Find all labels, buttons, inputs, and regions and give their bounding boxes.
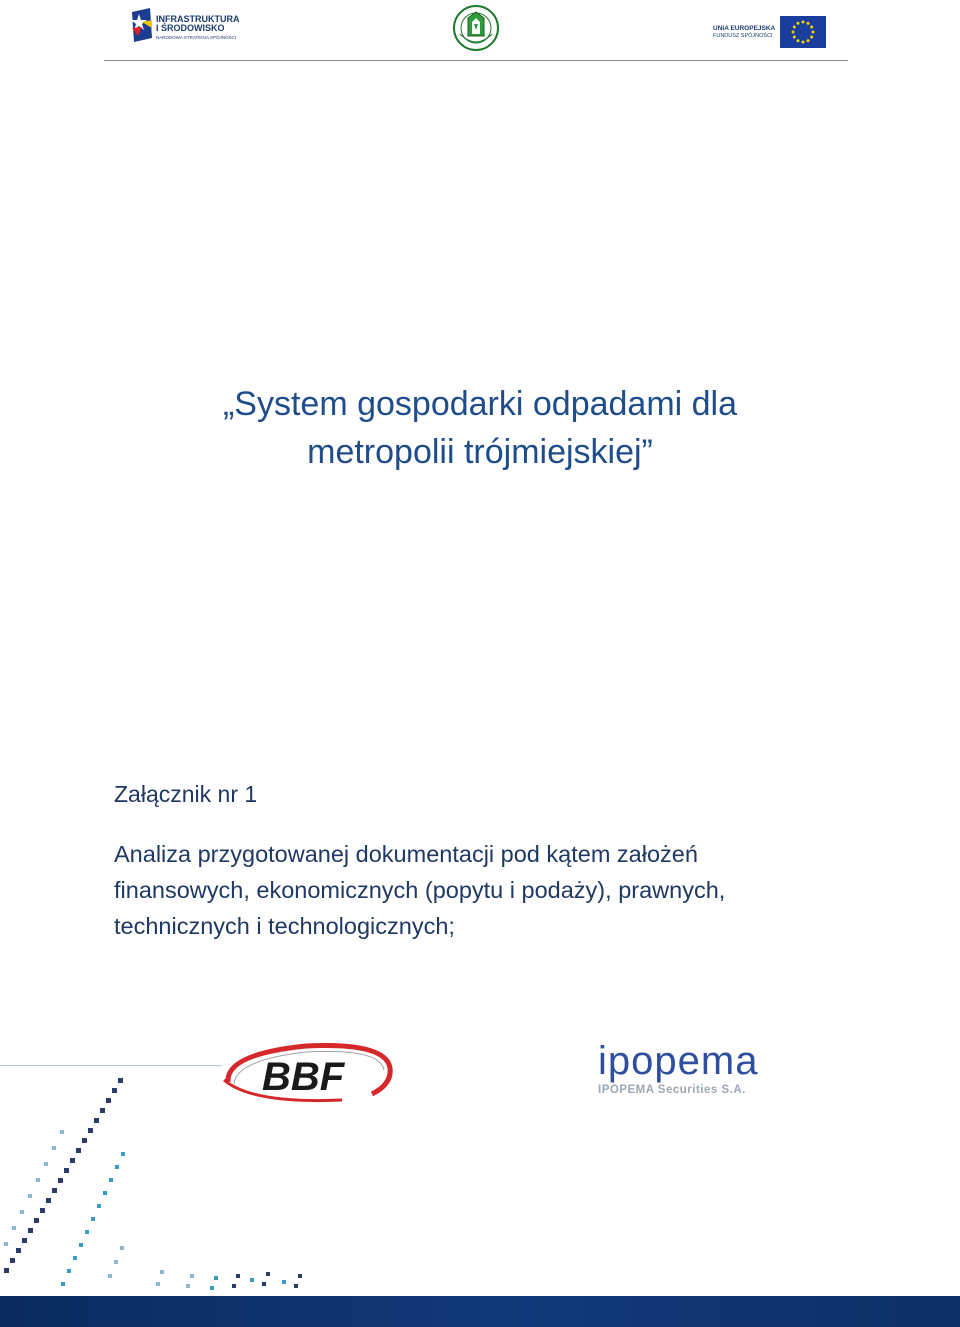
ipopema-logo xyxy=(598,1040,758,1096)
eu-flag-icon xyxy=(780,16,826,48)
description-line-2: finansowych, ekonomicznych (popytu i podaży), prawnych, xyxy=(114,877,726,903)
footer-left-divider xyxy=(0,1065,222,1066)
bbf-logo-text: BBF xyxy=(262,1055,345,1099)
infra-logo-subtitle: NARODOWA STRATEGIA SPÓJNOŚCI xyxy=(156,35,237,40)
municipal-union-seal-icon xyxy=(452,4,500,52)
description-line-1: Analiza przygotowanej dokumentacji pod kątem założeń xyxy=(114,841,698,867)
ipopema-logo-text: ipopema xyxy=(598,1039,759,1083)
infra-logo-line1: INFRASTRUKTURA xyxy=(156,14,240,24)
attachment-label: Załącznik nr 1 xyxy=(114,781,258,807)
eu-logo-line2: FUNDUSZ SPÓJNOŚCI xyxy=(713,33,773,39)
title-line-1: „System gospodarki odpadami dla xyxy=(222,385,738,423)
infra-logo-title xyxy=(156,15,240,33)
bbf-logo xyxy=(222,1038,394,1113)
document-title xyxy=(100,380,860,476)
infra-logo-line2: I ŚRODOWISKO xyxy=(156,23,225,33)
title-line-2: metropolii trójmiejskiej” xyxy=(307,433,653,471)
footer-bar xyxy=(0,1296,960,1327)
eu-cohesion-fund-logo xyxy=(710,16,830,48)
header-divider xyxy=(104,60,848,61)
eu-logo-line1: UNIA EUROPEJSKA xyxy=(713,25,776,32)
infrastruktura-logo xyxy=(130,8,250,44)
ipopema-logo-subtitle: IPOPEMA Securities S.A. xyxy=(598,1084,746,1096)
description-line-3: technicznych i technologicznych; xyxy=(114,913,455,939)
document-description xyxy=(114,836,854,944)
infrastruktura-flag-icon xyxy=(130,8,154,42)
